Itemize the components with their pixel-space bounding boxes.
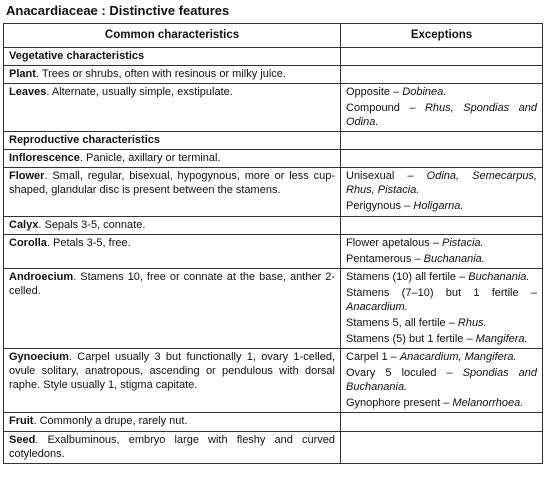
cell-gynoecium: Gynoecium. Carpel usually 3 but functionally 1, ovary 1-celled, ovule solitary, anatropous, ascending or pendulous with dorsal raphe. Style usually 1, stigma capitate. — [4, 349, 341, 413]
exception-item — [346, 169, 537, 197]
header-exceptions: Exceptions — [341, 24, 543, 48]
exceptions-leaves — [341, 83, 543, 131]
row-leaves — [4, 83, 543, 131]
cell-plant: Plant. Trees or shrubs, often with resinous or milky juice. — [4, 65, 341, 83]
exception-label: Stamens 5, all fertile – — [346, 316, 458, 329]
section-row-reproductive — [4, 132, 543, 150]
exceptions-corolla — [341, 234, 543, 268]
term-seed: Seed — [9, 433, 36, 446]
empty-cell — [341, 132, 543, 150]
term-plant: Plant — [9, 67, 36, 80]
row-corolla — [4, 234, 543, 268]
exception-taxa: Rhus, Spondias and Odina. — [346, 101, 537, 129]
empty-cell — [341, 150, 543, 168]
text-calyx: Sepals 3-5, connate. — [41, 218, 146, 231]
exception-item — [346, 252, 537, 266]
exception-taxa: Anacardium. — [346, 300, 408, 313]
exception-label: Gynophore present – — [346, 397, 453, 410]
exception-taxa: Pistacia. — [442, 236, 484, 249]
row-plant — [4, 65, 543, 83]
text-androecium: Stamens 10, free or connate at the base, anther 2-celled. — [9, 270, 335, 297]
empty-cell — [341, 47, 543, 65]
exception-taxa: Mangifera. — [475, 333, 528, 346]
exception-taxa: Holigarna. — [413, 200, 464, 213]
header-common: Common characteristics — [4, 24, 341, 48]
term-inflorescence: Inflorescence — [9, 152, 80, 165]
text-fruit: Commonly a drupe, rarely nut. — [36, 415, 188, 428]
text-inflorescence: Panicle, axillary or terminal. — [82, 152, 221, 165]
empty-cell — [341, 216, 543, 234]
text-flower: Small, regular, bisexual, hypogynous, more or less cup-shaped, glandular disc is present between the stamens. — [9, 170, 335, 197]
row-inflorescence — [4, 150, 543, 168]
exception-item — [346, 101, 537, 129]
exception-taxa: Spondias and Buchanania. — [346, 367, 538, 394]
cell-androecium: Androecium. Stamens 10, free or connate at the base, anther 2-celled. — [4, 268, 341, 348]
term-gynoecium: Gynoecium — [9, 351, 69, 364]
cell-inflorescence: Inflorescence. Panicle, axillary or terminal. — [4, 150, 341, 168]
exception-item — [346, 316, 537, 330]
cell-leaves: Leaves. Alternate, usually simple, exstipulate. — [4, 83, 341, 131]
term-corolla: Corolla — [9, 236, 47, 249]
exceptions-androecium — [341, 268, 543, 348]
term-flower: Flower — [9, 170, 45, 183]
exception-label: Pentamerous – — [346, 252, 424, 265]
text-seed: Exalbuminous, embryo large with fleshy and curved cotyledons. — [9, 433, 335, 460]
exceptions-gynoecium — [341, 349, 543, 413]
empty-cell — [341, 65, 543, 83]
exception-taxa: Anacardium, Mangifera. — [399, 351, 517, 364]
term-calyx: Calyx — [9, 218, 39, 231]
row-gynoecium — [4, 349, 543, 413]
exception-label: Opposite – — [346, 85, 403, 98]
exception-taxa: Odina, Semecarpus, Rhus, Pistacia. — [346, 170, 537, 197]
row-fruit — [4, 413, 543, 431]
exception-taxa: Dobinea. — [402, 85, 447, 98]
text-gynoecium: Carpel usually 3 but functionally 1, ovary 1-celled, ovule solitary, anatropous, ascending or pendulous with dorsal raphe. Style usually 1, stigma capitate. — [9, 351, 335, 392]
exception-label: Stamens (7–10) but 1 fertile – — [346, 286, 537, 299]
exception-label: Compound – — [346, 101, 425, 114]
exception-item — [346, 366, 537, 394]
empty-cell — [341, 413, 543, 431]
exceptions-flower — [341, 168, 543, 216]
page-title: Anacardiaceae : Distinctive features — [6, 3, 230, 18]
header-row — [4, 24, 543, 48]
section-vegetative: Vegetative characteristics — [4, 47, 341, 65]
exception-item — [346, 286, 537, 314]
exception-item — [346, 236, 537, 250]
exception-item — [346, 332, 537, 346]
exception-taxa: Buchanania. — [468, 270, 530, 283]
row-androecium — [4, 268, 543, 348]
exception-item — [346, 396, 537, 410]
exception-label: Perigynous – — [346, 200, 414, 213]
exception-item — [346, 350, 537, 364]
empty-cell — [341, 431, 543, 463]
row-calyx — [4, 216, 543, 234]
term-androecium: Androecium — [9, 270, 74, 283]
exception-label: Carpel 1 – — [346, 351, 400, 364]
text-corolla: Petals 3-5, free. — [49, 236, 131, 249]
section-reproductive: Reproductive characteristics — [4, 132, 341, 150]
exception-item — [346, 270, 537, 284]
exception-taxa: Melanorrhoea. — [452, 397, 524, 410]
section-row-vegetative — [4, 47, 543, 65]
row-flower — [4, 168, 543, 216]
features-table — [3, 23, 543, 464]
exception-taxa: Rhus. — [457, 316, 487, 329]
exception-label: Ovary 5 loculed – — [346, 367, 463, 380]
cell-seed: Seed. Exalbuminous, embryo large with fleshy and curved cotyledons. — [4, 431, 341, 463]
term-fruit: Fruit — [9, 415, 34, 428]
term-leaves: Leaves — [9, 85, 47, 98]
cell-flower: Flower. Small, regular, bisexual, hypogynous, more or less cup-shaped, glandular disc is present between the stamens. — [4, 168, 341, 216]
exception-label: Stamens (10) all fertile – — [346, 270, 469, 283]
exception-item — [346, 199, 537, 213]
exception-label: Flower apetalous – — [346, 236, 442, 249]
exception-taxa: Buchanania. — [423, 252, 485, 265]
cell-calyx: Calyx. Sepals 3-5, connate. — [4, 216, 341, 234]
row-seed — [4, 431, 543, 463]
cell-fruit: Fruit. Commonly a drupe, rarely nut. — [4, 413, 341, 431]
text-plant: Trees or shrubs, often with resinous or milky juice. — [38, 67, 286, 80]
exception-item — [346, 85, 537, 99]
exception-label: Unisexual – — [346, 170, 427, 183]
text-leaves: Alternate, usually simple, exstipulate. — [49, 85, 233, 98]
exception-label: Stamens (5) but 1 fertile – — [346, 333, 476, 346]
cell-corolla: Corolla. Petals 3-5, free. — [4, 234, 341, 268]
